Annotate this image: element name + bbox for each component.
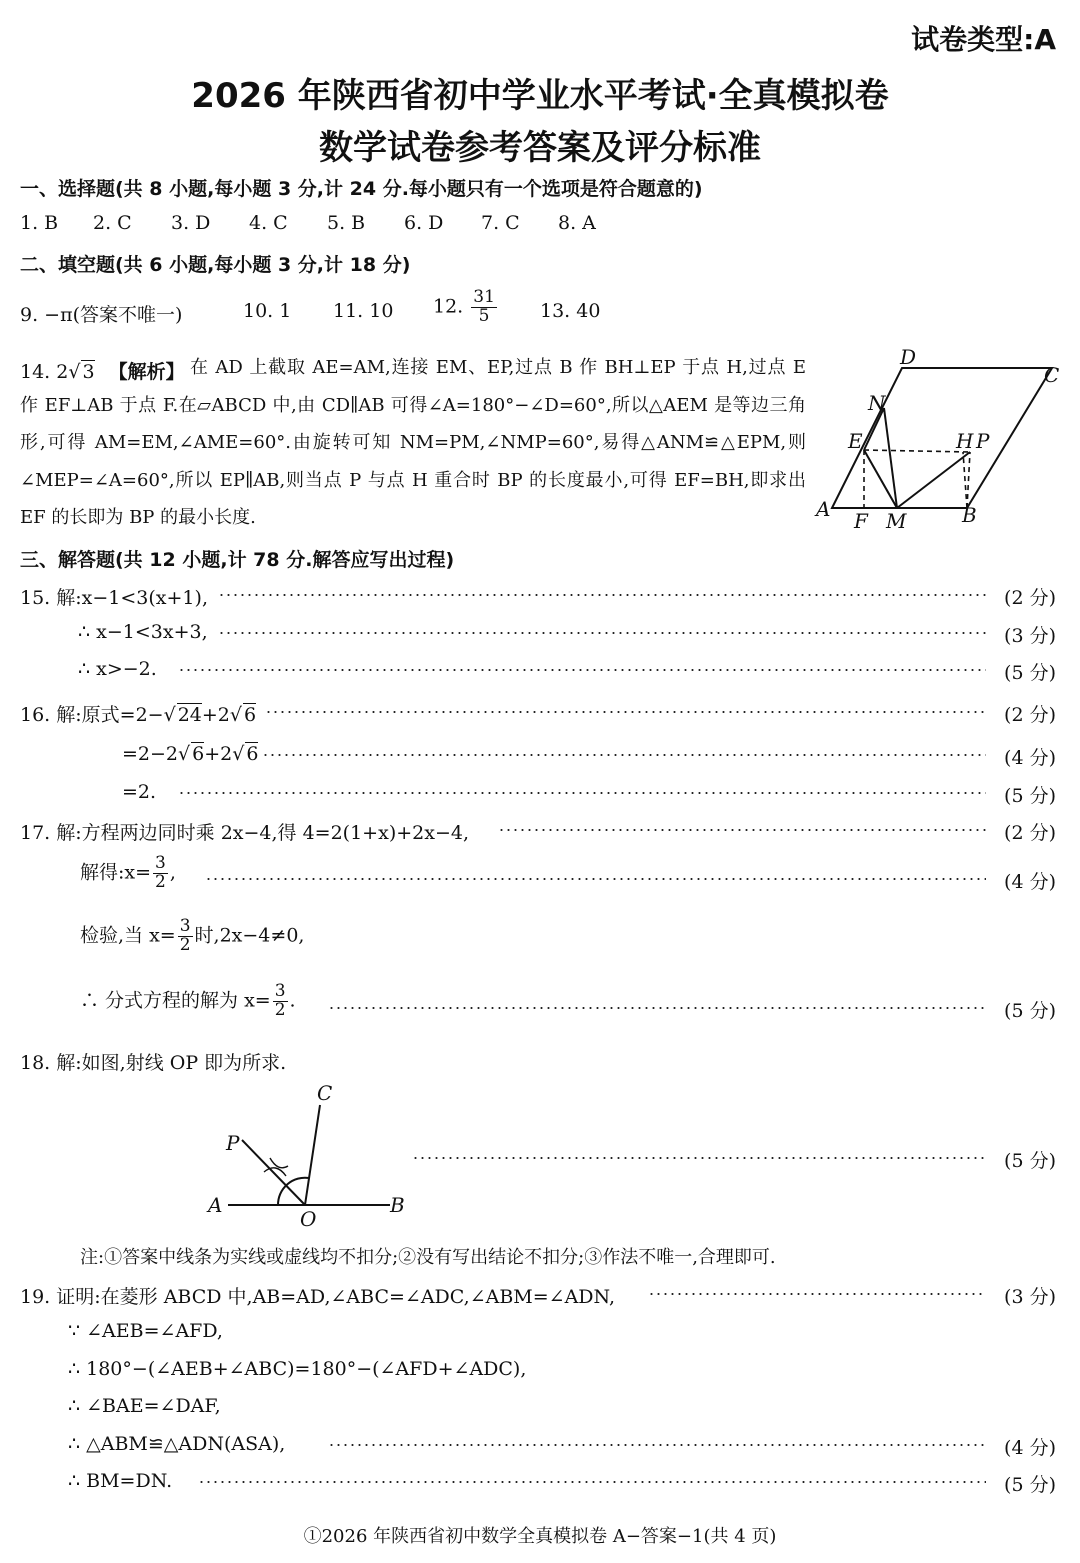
q16-score-3: (5 分): [1004, 785, 1056, 807]
section-heading-choice: 一、选择题(共 8 小题,每小题 3 分,计 24 分.每小题只有一个选项是符合题意的): [20, 178, 703, 200]
q14-analysis-text: 在 AD 上截取 AE=AM,连接 EM、EP,过点 B 作 BH⊥EP 于点 H,过点 E 作 EF⊥AB 于点 F.在▱ABCD 中,由 CD∥AB 可得∠A=180°−∠D=60°,所以△AEM 是等边三角形,可得 AM=EM,∠AME=60°.由旋转可知 NM=PM,∠NMP=60°,易得△ANM≌△EPM,则∠MEP=∠A=60°,所以 EP∥AB,则当点 P 与点 H 重合时 BP 的长度最小,可得 EF=BH,即求出 EF 的长即为 BP 的最小长度.: [20, 357, 806, 528]
section-heading-fill: 二、填空题(共 6 小题,每小题 3 分,计 18 分): [20, 254, 411, 276]
q14-radicand: 3: [82, 361, 95, 383]
dot-leader: [178, 792, 986, 794]
q17-l3-suffix: 时,2x−4≠0,: [194, 924, 305, 947]
q17-l4-prefix: ∴ 分式方程的解为 x=: [80, 989, 271, 1012]
radicand: 24: [177, 704, 202, 726]
dot-leader: [498, 829, 986, 831]
q19-line-6: ∴ BM=DN.: [68, 1470, 173, 1492]
analysis-tag: 【解析】: [108, 361, 185, 383]
choice-answer-4: 4. C: [249, 212, 288, 234]
ray-op: [242, 1140, 305, 1205]
radicand: 6: [246, 743, 259, 765]
q17-line-4: [80, 983, 296, 1020]
page-title: 2026 年陕西省初中学业水平考试·全真模拟卷: [191, 76, 889, 116]
dot-leader: [178, 669, 986, 671]
q17-l4-suffix: .: [289, 989, 296, 1012]
fraction: [178, 918, 193, 955]
q16-l1-prefix: 16. 解:原式=2−: [20, 704, 164, 726]
label-d: D: [900, 348, 917, 369]
dot-leader: [205, 878, 986, 880]
angle-bisector-figure: [200, 1080, 420, 1230]
q18-score: (5 分): [1004, 1150, 1056, 1172]
segment-mn: [884, 408, 897, 508]
q19-score-6: (5 分): [1004, 1474, 1056, 1496]
dot-leader: [218, 594, 986, 596]
label-m: M: [886, 509, 907, 533]
q18-note: 注:①答案中线条为实线或虚线均不扣分;②没有写出结论不扣分;③作法不唯一,合理即可.: [80, 1247, 776, 1268]
q19-line-4: ∴ ∠BAE=∠DAF,: [68, 1395, 221, 1417]
paper-type-label: 试卷类型:A: [911, 23, 1056, 56]
section-heading-solve: 三、解答题(共 12 小题,计 78 分.解答应写出过程): [20, 549, 455, 571]
q16-l2-prefix: =2−2: [122, 743, 179, 765]
label-b: B: [962, 503, 977, 527]
q16-l2-mid: +2: [204, 743, 233, 765]
fraction-numerator: 31: [473, 287, 495, 307]
dot-leader: [328, 1444, 986, 1446]
label-c: C: [1044, 363, 1060, 387]
choice-answer-3: 3. D: [171, 212, 211, 234]
label-b: B: [390, 1193, 405, 1217]
q17-score-4: (5 分): [1004, 1000, 1056, 1022]
radicand: 6: [244, 704, 257, 726]
q17-line-2: [80, 855, 176, 892]
q19-score-5: (4 分): [1004, 1437, 1056, 1459]
q17-l2-prefix: 解得:x=: [80, 861, 152, 884]
choice-answer-2: 2. C: [93, 212, 132, 234]
label-h: H: [956, 429, 974, 453]
label-p: P: [226, 1131, 240, 1155]
q18-line-1: 18. 解:如图,射线 OP 即为所求.: [20, 1052, 287, 1074]
label-a: A: [208, 1193, 223, 1217]
segment-bp: [967, 452, 970, 508]
sqrt-sign: √: [68, 361, 81, 383]
radicand: 6: [192, 743, 205, 765]
fraction: [273, 983, 288, 1020]
fraction: [471, 289, 497, 326]
q17-score-1: (2 分): [1004, 822, 1056, 844]
sqrt-sign: √: [232, 743, 245, 765]
dot-leader: [648, 1293, 986, 1295]
fill-answer-13: 13. 40: [540, 300, 601, 322]
fraction-denominator: 2: [179, 934, 191, 955]
q16-line-2: [122, 743, 258, 765]
q16-line-1: [20, 700, 256, 727]
q17-line-3: [80, 918, 304, 955]
fraction-denominator: 5: [478, 305, 490, 326]
sqrt-sign: √: [163, 704, 176, 726]
dot-leader: [265, 711, 986, 713]
segment-mp: [897, 452, 970, 508]
label-p: P: [976, 429, 990, 453]
label-o: O: [300, 1207, 317, 1230]
q17-l3-prefix: 检验,当 x=: [80, 924, 176, 947]
q19-score-1: (3 分): [1004, 1286, 1056, 1308]
q15-line-1: 15. 解:x−1<3(x+1),: [20, 587, 208, 609]
label-f: F: [854, 509, 868, 533]
q16-score-2: (4 分): [1004, 747, 1056, 769]
q15-score-2: (3 分): [1004, 625, 1056, 647]
q15-score-3: (5 分): [1004, 662, 1056, 684]
dot-leader: [328, 1007, 986, 1009]
label-c: C: [317, 1081, 333, 1105]
ray-oc: [305, 1105, 320, 1205]
page-footer: ①2026 年陕西省初中数学全真模拟卷 A−答案−1(共 4 页): [303, 1526, 777, 1547]
dot-leader: [198, 1481, 986, 1483]
fill-answer-9: 9. −π(答案不唯一): [20, 304, 183, 326]
dot-leader: [412, 1157, 986, 1159]
sqrt-sign: √: [229, 704, 243, 726]
q15-line-2: ∴ x−1<3x+3,: [78, 621, 208, 643]
label-a: A: [816, 497, 831, 521]
q16-line-3: =2.: [122, 781, 157, 803]
q16-l1-mid: +2: [201, 704, 230, 726]
parallelogram-abcd: [832, 368, 1052, 508]
q15-line-3: ∴ x>−2.: [78, 658, 157, 680]
choice-answer-7: 7. C: [481, 212, 520, 234]
q17-score-2: (4 分): [1004, 871, 1056, 893]
choice-answer-1: 1. B: [20, 212, 59, 234]
segment-bh: [963, 452, 967, 508]
q15-score-1: (2 分): [1004, 587, 1056, 609]
q19-line-5: ∴ △ABM≌△ADN(ASA),: [68, 1433, 286, 1455]
choice-answer-5: 5. B: [327, 212, 366, 234]
fraction-numerator: 3: [155, 853, 166, 873]
choice-answer-8: 8. A: [558, 212, 596, 234]
page-subtitle: 数学试卷参考答案及评分标准: [319, 128, 761, 168]
fill-answer-10: 10. 1: [243, 300, 292, 322]
q14-value: 14. 2: [20, 361, 69, 383]
q17-l2-suffix: ,: [169, 861, 176, 884]
q19-line-3: ∴ 180°−(∠AEB+∠ABC)=180°−(∠AFD+∠ADC),: [68, 1358, 527, 1380]
fill-answer-11: 11. 10: [333, 300, 394, 322]
fill-answer-12-prefix: 12.: [433, 295, 464, 318]
dot-leader: [262, 754, 986, 756]
fraction-numerator: 3: [179, 916, 191, 936]
fraction-denominator: 2: [274, 999, 286, 1020]
label-e: E: [848, 429, 863, 453]
dot-leader: [218, 632, 986, 634]
segment-ep: [864, 450, 970, 452]
q17-line-1: 17. 解:方程两边同时乘 2x−4,得 4=2(1+x)+2x−4,: [20, 822, 470, 844]
q19-line-2: ∵ ∠AEB=∠AFD,: [68, 1320, 223, 1342]
fraction-denominator: 2: [155, 871, 166, 892]
parallelogram-figure: [812, 348, 1072, 538]
fraction-numerator: 3: [274, 981, 286, 1001]
sqrt-sign: √: [178, 743, 191, 765]
construction-arc-small: [270, 1158, 288, 1168]
fill-answer-12: [433, 289, 499, 326]
label-n: N: [868, 391, 886, 415]
q16-score-1: (2 分): [1004, 704, 1056, 726]
q19-line-1: 19. 证明:在菱形 ABCD 中,AB=AD,∠ABC=∠ADC,∠ABM=∠ADN,: [20, 1286, 615, 1308]
choice-answer-6: 6. D: [404, 212, 444, 234]
fraction: [153, 855, 168, 892]
